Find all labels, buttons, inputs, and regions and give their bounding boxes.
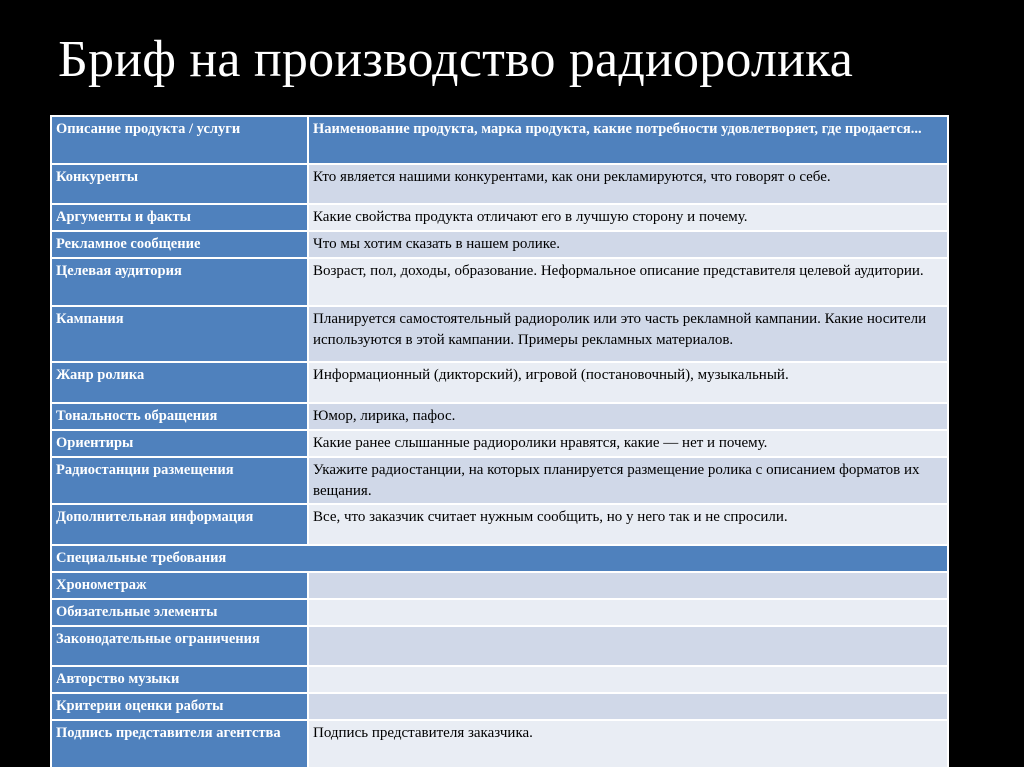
row-description [308,666,948,693]
row-label: Жанр ролика [51,362,308,403]
table-row-special-requirements [51,545,948,572]
row-description: Возраст, пол, доходы, образование. Неформальное описание представителя целевой аудитории. [308,258,948,306]
table-row-legal-restrictions [51,626,948,666]
table-row-signatures [51,720,948,767]
table-row-duration [51,572,948,599]
row-description: Наименование продукта, марка продукта, какие потребности удовлетворяет, где продается... [308,116,948,164]
row-label: Обязательные элементы [51,599,308,626]
row-description: Кто является нашими конкурентами, как они рекламируются, что говорят о себе. [308,164,948,204]
row-description [308,572,948,599]
row-label: Радиостанции размещения [51,457,308,504]
table-row-target-audience [51,258,948,306]
row-description: Информационный (дикторский), игровой (постановочный), музыкальный. [308,362,948,403]
row-label: Критерии оценки работы [51,693,308,720]
table-row-ad-message [51,231,948,258]
row-description: Какие ранее слышанные радиоролики нравятся, какие — нет и почему. [308,430,948,457]
row-description: Все, что заказчик считает нужным сообщить, но у него так и не спросили. [308,504,948,545]
row-description: Планируется самостоятельный радиоролик или это часть рекламной кампании. Какие носители используются в этой кампании. Примеры рекламных материалов. [308,306,948,362]
row-label: Ориентиры [51,430,308,457]
row-description: Юмор, лирика, пафос. [308,403,948,430]
slide-title: Бриф на производство радиоролика [58,31,854,88]
table-row-evaluation-criteria [51,693,948,720]
table-row-tonality [51,403,948,430]
row-description: Подпись представителя заказчика. [308,720,948,767]
section-heading: Специальные требования [51,545,948,572]
row-label: Хронометраж [51,572,308,599]
row-label: Описание продукта / услуги [51,116,308,164]
row-description [308,599,948,626]
row-description [308,693,948,720]
row-description: Какие свойства продукта отличают его в лучшую сторону и почему. [308,204,948,231]
table-row-additional-info [51,504,948,545]
row-label: Конкуренты [51,164,308,204]
row-label: Тональность обращения [51,403,308,430]
row-description: Укажите радиостанции, на которых планируется размещение ролика с описанием форматов их вещания. [308,457,948,504]
table-row-competitors [51,164,948,204]
table-row-mandatory-elements [51,599,948,626]
row-label: Целевая аудитория [51,258,308,306]
row-description: Что мы хотим сказать в нашем ролике. [308,231,948,258]
brief-table [50,115,949,767]
row-label: Дополнительная информация [51,504,308,545]
table-row-radio-stations [51,457,948,504]
table-row-product-description [51,116,948,164]
table-row-campaign [51,306,948,362]
table-row-arguments [51,204,948,231]
table-row-references [51,430,948,457]
row-description [308,626,948,666]
row-label: Кампания [51,306,308,362]
row-label: Рекламное сообщение [51,231,308,258]
row-label: Аргументы и факты [51,204,308,231]
table-row-music-authorship [51,666,948,693]
row-label: Законодательные ограничения [51,626,308,666]
row-label: Подпись представителя агентства [51,720,308,767]
row-label: Авторство музыки [51,666,308,693]
table-row-genre [51,362,948,403]
